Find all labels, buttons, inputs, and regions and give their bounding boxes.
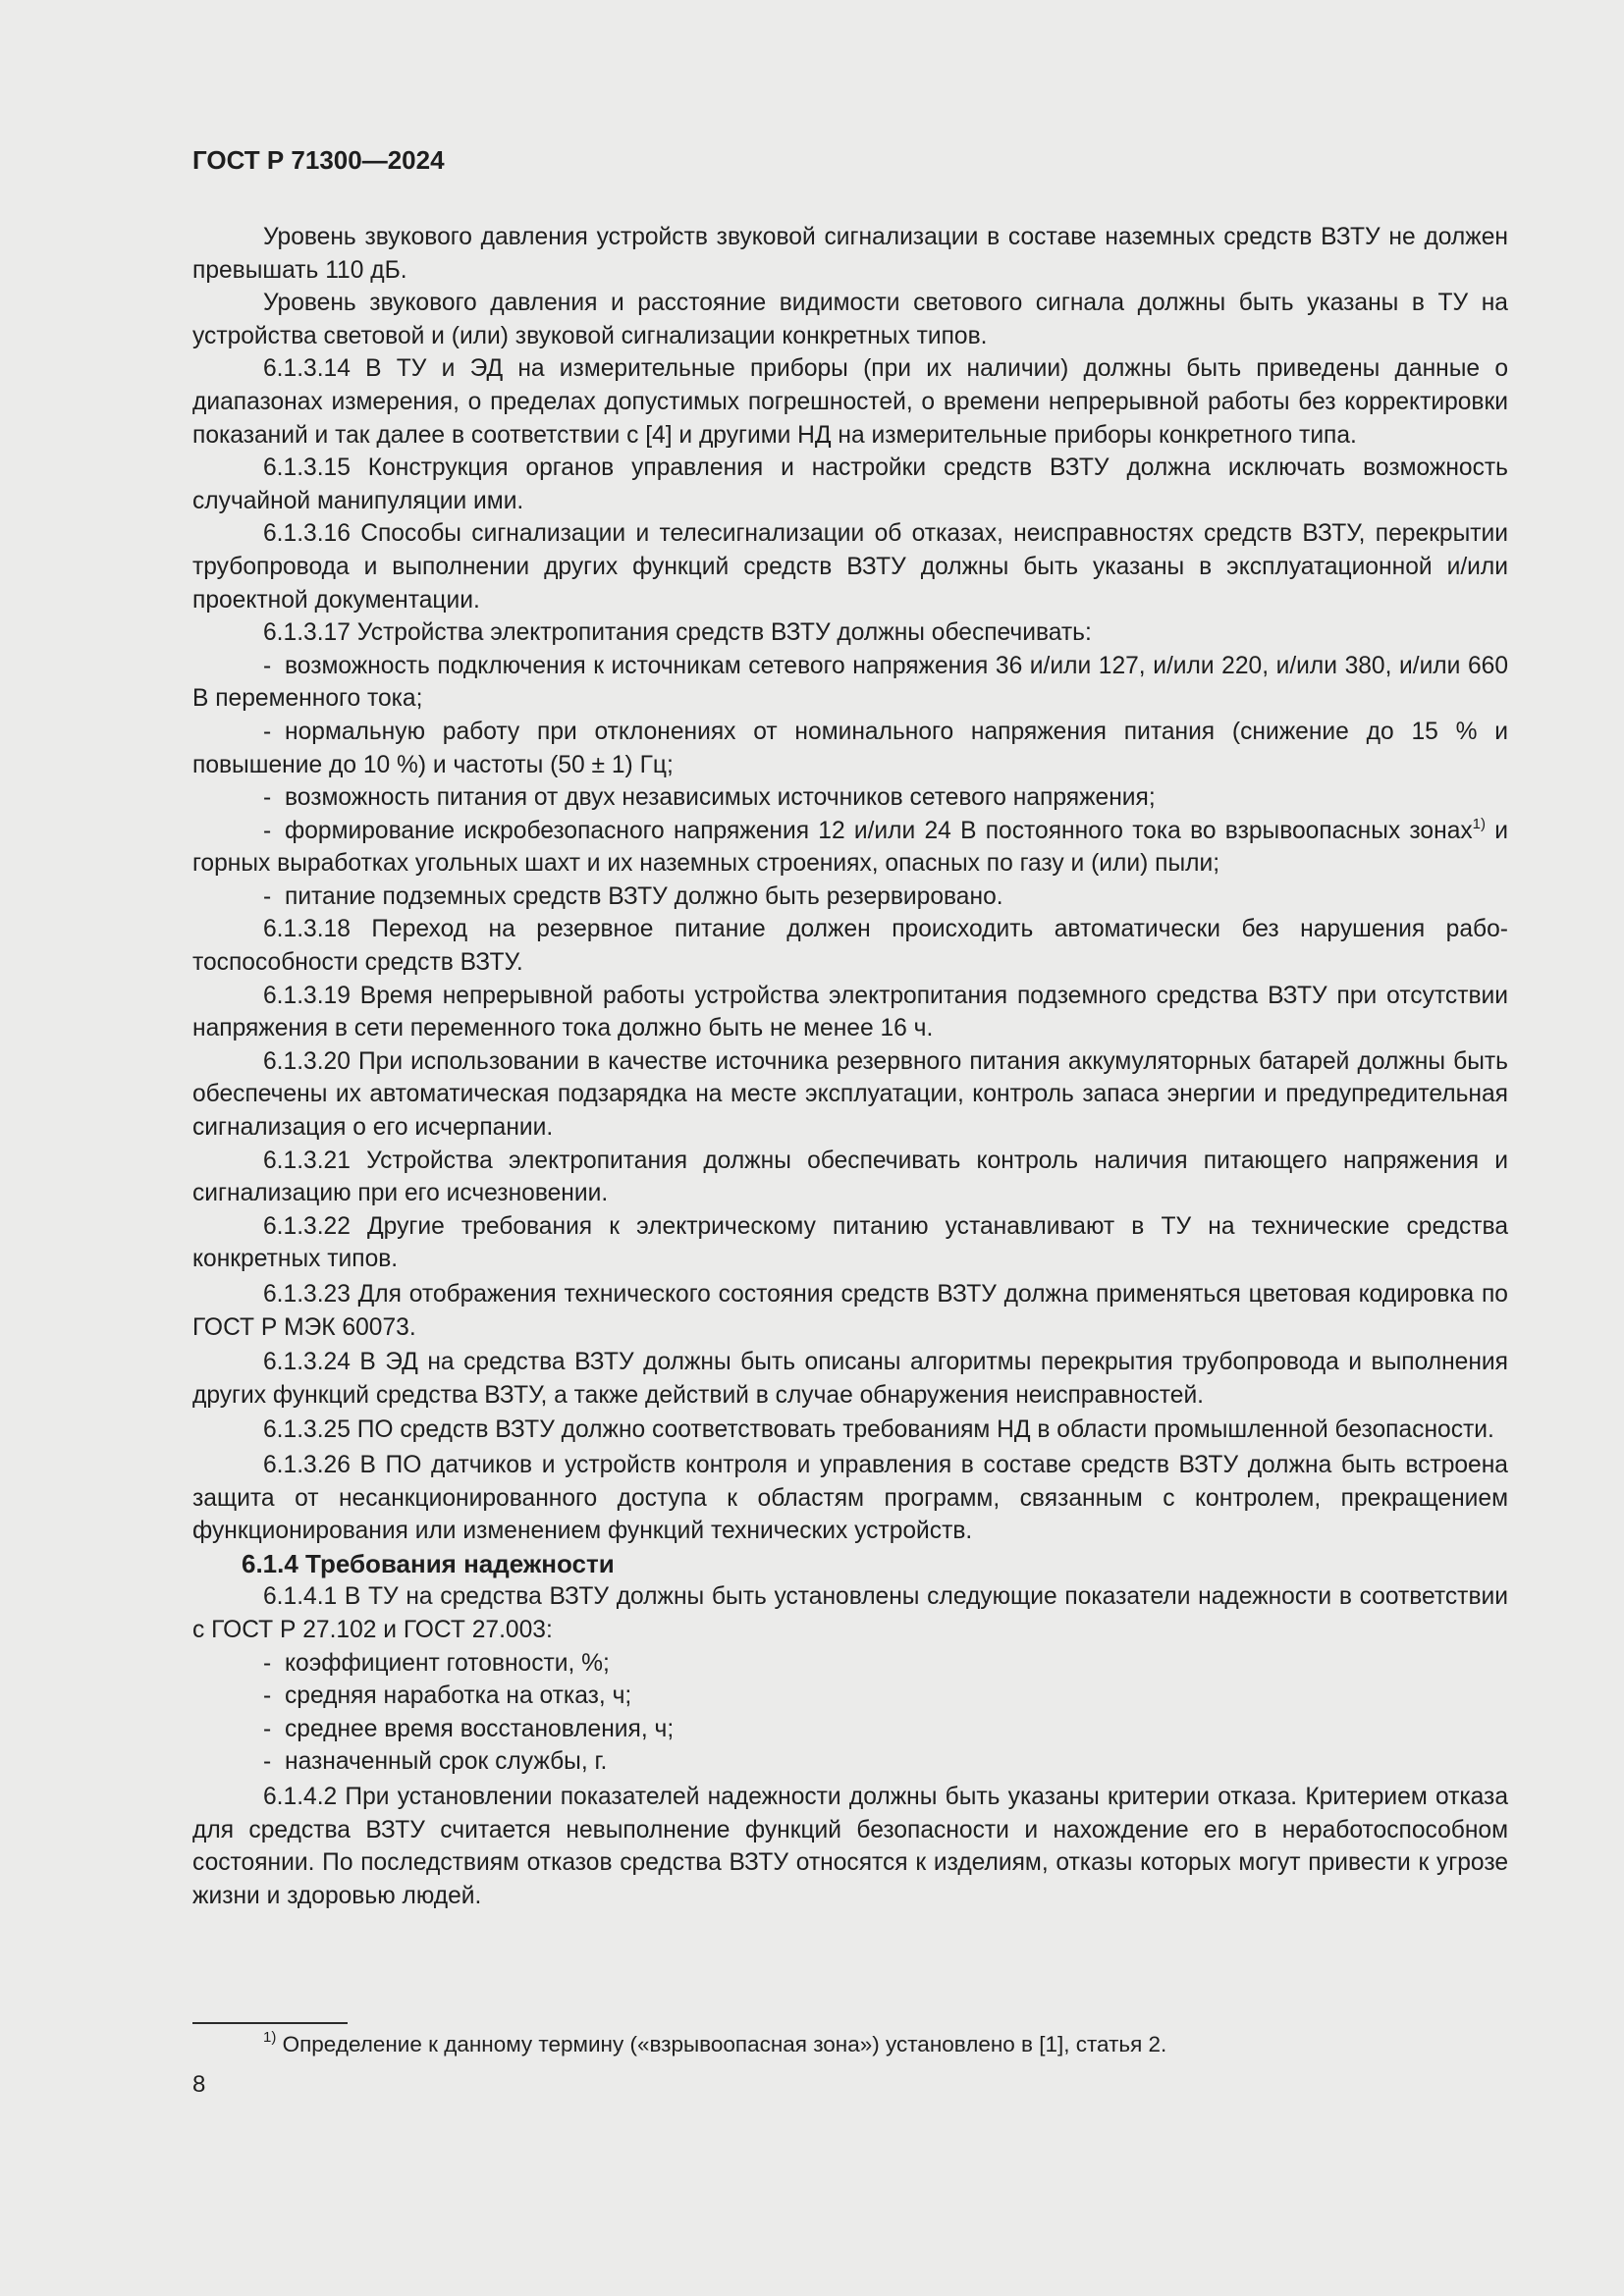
dash-marker: - (263, 882, 272, 910)
footnote (192, 2030, 1508, 2059)
list-item-text: возможность питания от двух независимых источников сетевого напряжения; (285, 784, 1156, 812)
list-item-text: средняя наработка на отказ, ч; (285, 1682, 632, 1710)
paragraph: 6.1.3.23 Для отображения технического состояния средств ВЗТУ должна применяться цветовая кодировка по ГОСТ Р МЭК 60073. (192, 1281, 1508, 1341)
paragraph: 6.1.3.18 Переход на резервное питание должен происходить автоматически без нарушения работоспособности средств ВЗТУ. (192, 916, 1508, 977)
footnote-divider (192, 2022, 348, 2024)
section-heading: 6.1.4 Требования надежности (242, 1548, 615, 1578)
list-item-text: питание подземных средств ВЗТУ должно быть резервировано. (285, 882, 1003, 910)
list-item (192, 1745, 1508, 1779)
list-item-text: возможность подключения к источникам сетевого напряжения 36 и/или 127, и/или 220, и/или 380, и/или 660 В переменного тока; (192, 652, 1508, 713)
dash-marker: - (263, 1748, 272, 1776)
list-item (192, 650, 1508, 716)
paragraph: 6.1.3.24 В ЭД на средства ВЗТУ должны быть описаны алгоритмы перекрытия трубопровода и выполнения других функций средства ВЗТУ, а также действий в случае обнаружения неисправностей. (192, 1349, 1508, 1409)
paragraph: 6.1.3.26 В ПО датчиков и устройств контроля и управления в составе средств ВЗТУ должна быть встроена защита от несанкционированного доступа к областям программ, связанным с контролем, прекращением функционирования или изменением функций технических устройств. (192, 1451, 1508, 1545)
paragraph: 6.1.3.19 Время непрерывной работы устройства электропитания подземного средства ВЗТУ при отсутствии напряжения в сети переменного тока должно быть не менее 16 ч. (192, 982, 1508, 1042)
footnote-area (192, 2022, 1508, 2059)
list-item (192, 716, 1508, 781)
dash-marker: - (263, 817, 272, 844)
document-header: ГОСТ Р 71300—2024 (192, 145, 445, 175)
dash-marker: - (263, 652, 272, 679)
paragraph: 6.1.3.21 Устройства электропитания должны обеспечивать контроль наличия питающего напряжения и сигнализацию при его исчезновении. (192, 1147, 1508, 1207)
paragraph: 6.1.3.15 Конструкция органов управления и настройки средств ВЗТУ должна исключать возможность случайной манипуляции ими. (192, 454, 1508, 514)
footnote-mark: 1) (263, 2029, 277, 2046)
footnote-reference[interactable]: 1) (1472, 815, 1487, 832)
dash-marker: - (263, 1715, 272, 1742)
list-item-text: и горных выработках угольных шахт и их наземных строениях, опасных по газу и (или) пыли; (192, 817, 1508, 878)
paragraph: 6.1.4.2 При установлении показателей надежности должны быть указаны критерии отказа. Критерием отказа для средства ВЗТУ считается невыполнение функций безопасности и нахождение его в неработоспособном состоянии. По последствиям отказов средства ВЗТУ относятся к изделиям, отказы которых могут привести к угрозе жизни и здоровью людей. (192, 1783, 1508, 1909)
paragraph: 6.1.3.17 Устройства электропитания средств ВЗТУ должны обеспечивать: (263, 619, 1092, 647)
dash-marker: - (263, 718, 272, 745)
list-item (192, 1647, 1508, 1681)
list-item (192, 1713, 1508, 1746)
list-item-text: назначенный срок службы, г. (285, 1748, 608, 1776)
list-item (192, 1680, 1508, 1713)
dash-marker: - (263, 1682, 272, 1710)
list-item-text: формирование искробезопасного напряжения 12 и/или 24 В постоянного тока во взрывоопасных зонах (285, 817, 1473, 844)
paragraph: 6.1.4.1 В ТУ на средства ВЗТУ должны быть установлены следующие показатели надежности в соответствии с ГОСТ Р 27.102 и ГОСТ 27.003: (192, 1583, 1508, 1643)
list-item-text: коэффициент готовности, %; (285, 1649, 610, 1677)
paragraph: Уровень звукового давления устройств звуковой сигнализации в составе наземных средств ВЗТУ не должен превышать 110 дБ. (192, 224, 1508, 284)
list-item-text: среднее время восстановления, ч; (285, 1715, 675, 1742)
paragraph: 6.1.3.22 Другие требования к электрическому питанию устанавливают в ТУ на технические средства конкретных типов. (192, 1212, 1508, 1273)
footnote-text: Определение к данному термину («взрывоопасная зона») установлено в [1], статья 2. (276, 2032, 1167, 2056)
dash-marker: - (263, 784, 272, 812)
list-item-text: нормальную работу при отклонениях от номинального напряжения питания (снижение до 15 % и повышение до 10 %) и частоты (50 ± 1) Гц; (192, 718, 1508, 778)
paragraph: 6.1.3.14 В ТУ и ЭД на измерительные приборы (при их наличии) должны быть приведены данные о диапазонах измерения, о пределах допустимых погрешностей, о времени непрерывной работы без корректировки показаний и так далее в соответствии с [4] и другими НД на измерительные приборы конкретного типа. (192, 355, 1508, 449)
page-number: 8 (192, 2071, 206, 2098)
dash-marker: - (263, 1649, 272, 1677)
paragraph: 6.1.3.25 ПО средств ВЗТУ должно соответствовать требованиям НД в области промышленной безопасности. (263, 1416, 1494, 1444)
paragraph: 6.1.3.20 При использовании в качестве источника резервного питания аккумуляторных батарей должны быть обеспечены их автоматическая подзарядка на месте эксплуатации, контроль запаса энергии и предупредительная сигнализация о его исчерпании. (192, 1047, 1508, 1142)
paragraph: 6.1.3.16 Способы сигнализации и телесигнализации об отказах, неисправностях средств ВЗТУ, перекрытии трубопровода и выполнении других функций средств ВЗТУ должны быть указаны в эксплуатационной и/или проектной документации. (192, 520, 1508, 614)
list-item (192, 815, 1508, 881)
list-item (192, 881, 1508, 914)
paragraph: Уровень звукового давления и расстояние видимости светового сигнала должны быть указаны в ТУ на устройства световой и (или) звуковой сигнализации конкретных типов. (192, 290, 1508, 349)
list-item (192, 781, 1508, 815)
document-page (192, 145, 1508, 1912)
